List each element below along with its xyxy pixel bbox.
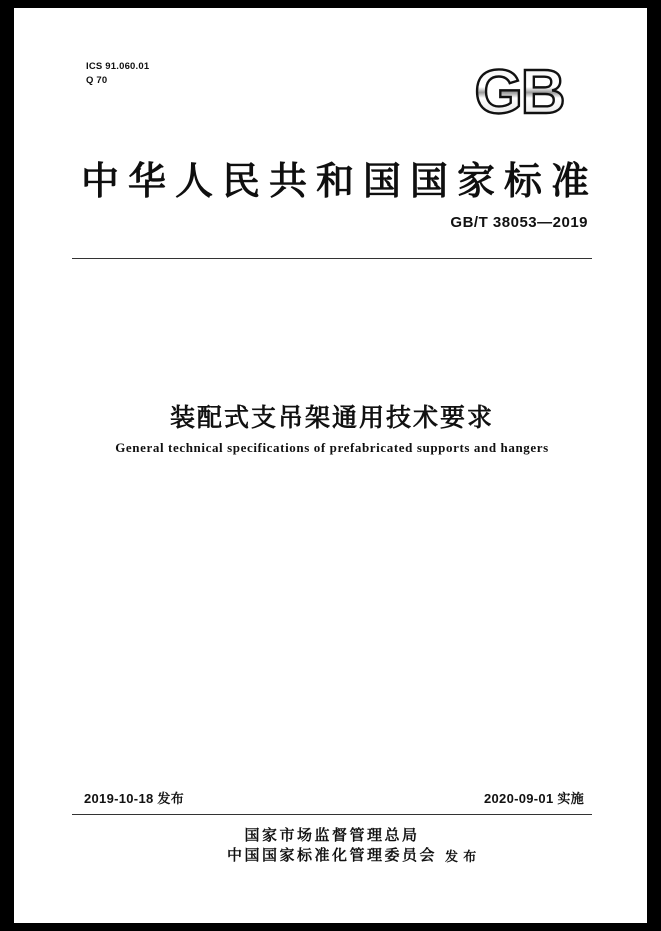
ics-code: ICS 91.060.01 [86,61,150,72]
classification-code: Q 70 [86,74,108,86]
svg-text:GB: GB [474,58,564,126]
publisher-block [72,826,592,867]
document-title-chinese: 装配式支吊架通用技术要求 [169,405,494,432]
implementation-date: 2020-09-01 实施 [483,791,584,806]
publisher-line-1: 国家市场监督管理总局 [244,828,420,844]
dates-row [72,788,592,808]
page-content-area [72,46,599,865]
publisher-issue-label: 发 布 [445,848,478,864]
ics-block [86,60,149,88]
document-title-english: General technical specifications of prefabricated supports and hangers [115,440,549,455]
header-divider [72,258,592,259]
gb-logo-icon [454,56,584,126]
footer-divider [72,814,592,815]
standard-number: GB/T 38053—2019 [450,214,588,231]
national-standard-title: 中华人民共和国国家标准 [81,161,599,203]
document-page [14,8,647,923]
publisher-names [226,826,478,867]
publisher-line-2: 中国国家标准化管理委员会 [226,848,437,865]
issue-date: 2019-10-18 发布 [84,791,185,806]
